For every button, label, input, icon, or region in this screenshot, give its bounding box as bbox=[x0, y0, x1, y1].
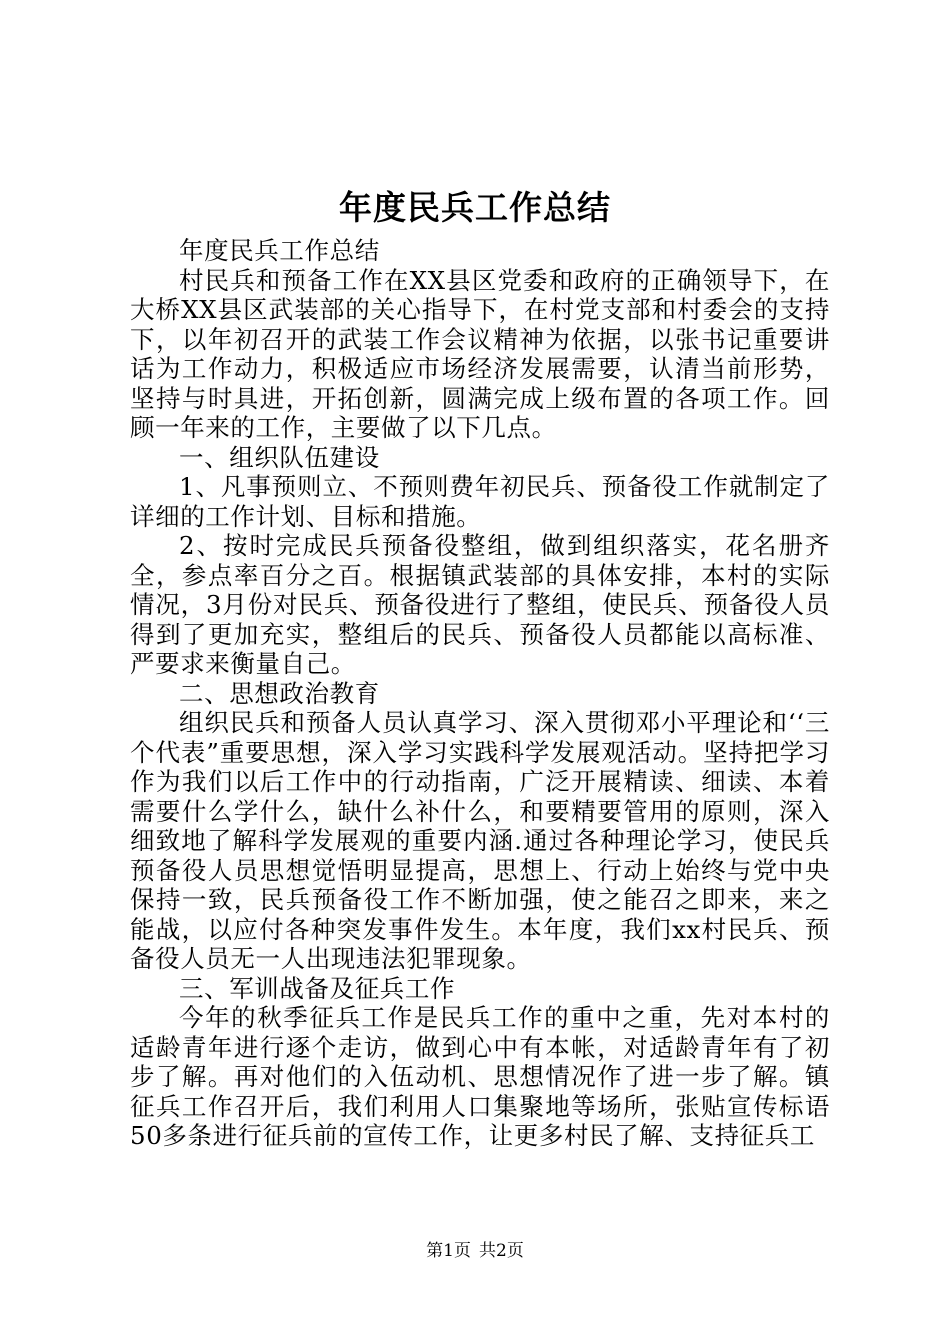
paragraph-political-education: 组织民兵和预备人员认真学习、深入贯彻邓小平理论和‘‘三个代表”重要思想，深入学习实践科学发展观活动。坚持把学习作为我们以后工作中的行动指南，广泛开展精读、细读、本着需要什么学什么，缺什么补什么，和要精要管用的原则，深入细致地了解科学发展观的重要内涵.通过各种理论学习，使民兵预备役人员思想觉悟明显提高，思想上、行动上始终与党中央保持一致，民兵预备役工作不断加强，使之能召之即来，来之能战，以应付各种突发事件发生。本年度，我们xx村民兵、预备役人员无一人出现违法犯罪现象。 bbox=[130, 708, 830, 973]
page-footer bbox=[0, 1240, 950, 1262]
paragraph-heading-repeat: 年度民兵工作总结 bbox=[179, 236, 380, 265]
section-heading-1: 一、组织队伍建设 bbox=[179, 442, 380, 472]
page-title: 年度民兵工作总结 bbox=[339, 188, 611, 227]
section-heading-2: 二、思想政治教育 bbox=[179, 678, 380, 708]
page-total: 共2页 bbox=[479, 1241, 524, 1261]
document-body bbox=[130, 236, 830, 1151]
section-heading-3: 三、军训战备及征兵工作 bbox=[179, 973, 456, 1003]
paragraph-intro: 村民兵和预备工作在XX县区党委和政府的正确领导下，在大桥XX县区武装部的关心指导下，在村党支部和村委会的支持下，以年初召开的武装工作会议精神为依据，以张书记重要讲话为工作动力，积极适应市场经济发展需要，认清当前形势，坚持与时具进，开拓创新，圆满完成上级布置的各项工作。回顾一年来的工作，主要做了以下几点。 bbox=[130, 265, 830, 442]
page-number: 第1页 bbox=[426, 1241, 471, 1261]
paragraph-item-2: 2、按时完成民兵预备役整组，做到组织落实，花名册齐全，参点率百分之百。根据镇武装部的具体安排，本村的实际情况，3月份对民兵、预备役进行了整组，使民兵、预备役人员得到了更加充实，整组后的民兵、预备役人员都能以高标准、严要求来衡量自己。 bbox=[130, 531, 830, 678]
paragraph-item-1: 1、凡事预则立、不预则费年初民兵、预备役工作就制定了详细的工作计划、目标和措施。 bbox=[130, 472, 830, 531]
paragraph-recruitment: 今年的秋季征兵工作是民兵工作的重中之重，先对本村的适龄青年进行逐个走访，做到心中有本帐，对适龄青年有了初步了解。再对他们的入伍动机、思想情况作了进一步了解。镇征兵工作召开后，我们利用人口集聚地等场所，张贴宣传标语50多条进行征兵前的宣传工作，让更多村民了解、支持征兵工 bbox=[130, 1003, 830, 1150]
